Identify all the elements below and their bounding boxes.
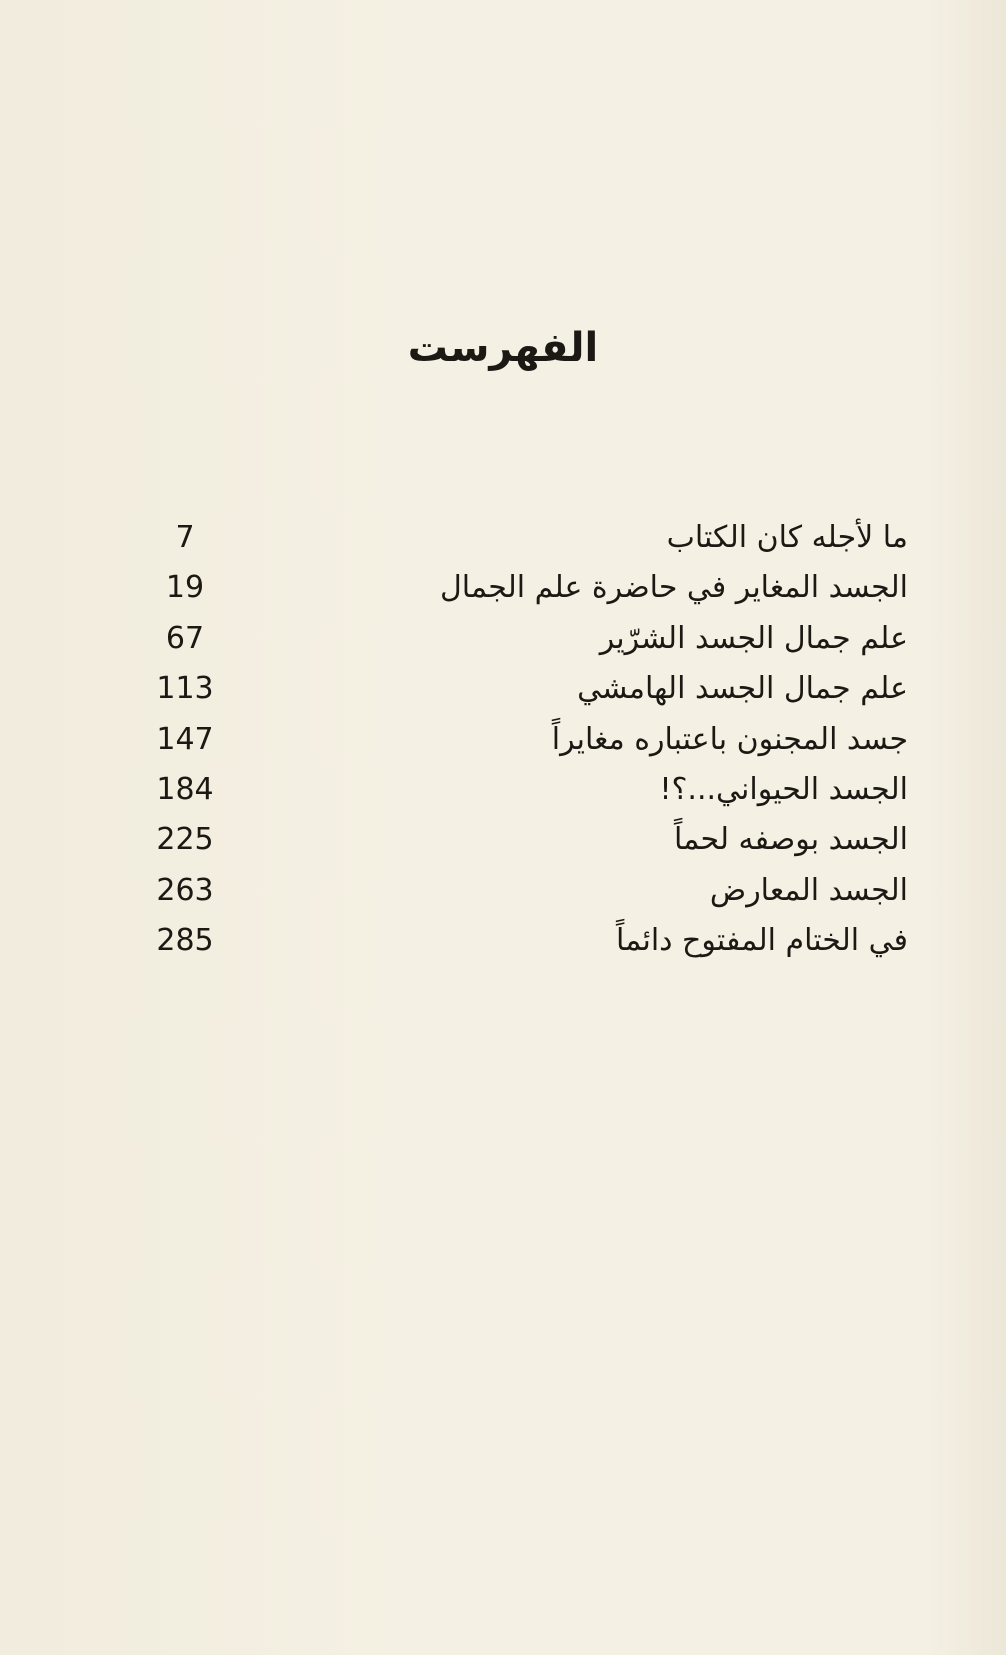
toc-entry <box>150 518 908 568</box>
toc-entry-title: الجسد المعارض <box>709 872 908 908</box>
toc-entry-title: علم جمال الجسد الشرّير <box>599 620 908 656</box>
toc-entry <box>150 921 908 971</box>
toc-entry-title: الجسد الحيواني...؟! <box>659 771 908 807</box>
toc-entry-title: جسد المجنون باعتباره مغايراً <box>551 721 908 757</box>
page-title: الفهرست <box>407 325 599 371</box>
toc-entry-title: ما لأجله كان الكتاب <box>666 520 908 555</box>
toc-entry-title: الجسد بوصفه لحماً <box>674 822 908 858</box>
toc-entry-page: 285 <box>156 923 214 959</box>
toc-entry-page: 67 <box>165 620 205 656</box>
toc-entry <box>150 619 908 669</box>
toc-entry-title: علم جمال الجسد الهامشي <box>577 671 908 707</box>
toc-entry-page: 263 <box>156 872 214 908</box>
toc-entry-page: 113 <box>156 671 214 707</box>
toc-entry-page: 225 <box>156 822 214 858</box>
toc-entry <box>150 820 908 870</box>
toc-entry-page: 7 <box>175 520 195 555</box>
toc-entry-title: الجسد المغاير في حاضرة علم الجمال <box>439 570 908 606</box>
toc-entry-page: 19 <box>165 570 205 606</box>
toc-entry <box>150 669 908 719</box>
table-of-contents <box>150 518 908 972</box>
toc-entry <box>150 720 908 770</box>
toc-entry-page: 184 <box>156 771 214 807</box>
toc-entry-title: في الختام المفتوح دائماً <box>615 923 908 959</box>
toc-entry <box>150 770 908 820</box>
toc-entry <box>150 568 908 618</box>
toc-entry-page: 147 <box>156 721 214 757</box>
toc-entry <box>150 871 908 921</box>
